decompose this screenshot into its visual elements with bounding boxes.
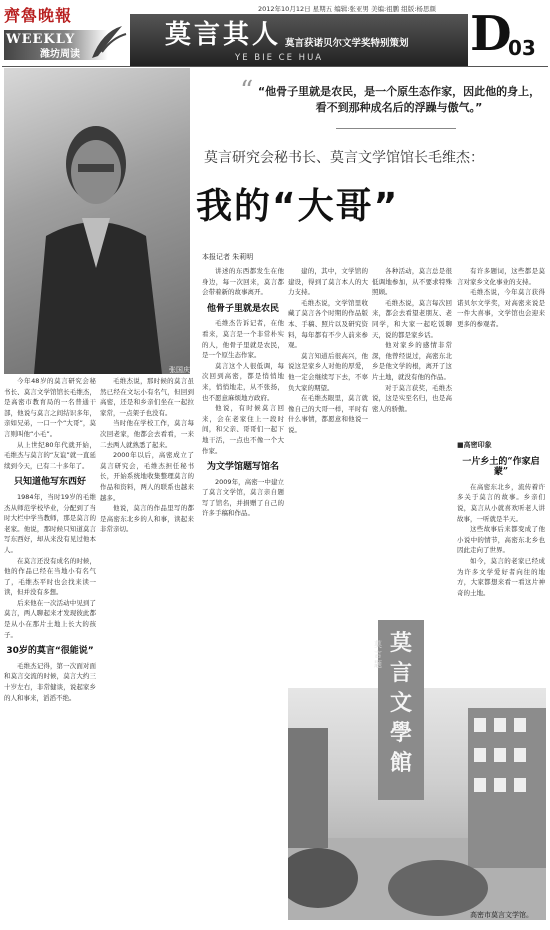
article-column-4 bbox=[288, 266, 368, 686]
paragraph: 有许多题词，这些都是莫言对家乡文化事业的支持。 bbox=[457, 267, 545, 286]
paragraph: 建的，其中，文学馆的建设，得到了莫言本人的大力支持。 bbox=[288, 267, 368, 297]
newspaper-logo-text: 齊魯晚報 bbox=[4, 6, 73, 25]
paragraph: 他对家乡的感情非常深，他曾经说过，高密东北乡是他文学的根，离开了这片土地，就没有他的作品。 bbox=[372, 341, 452, 381]
paragraph: 对于莫言获奖，毛维杰说，这是实至名归，也是高密人的骄傲。 bbox=[372, 383, 452, 413]
subheading: 为文学馆题写馆名 bbox=[206, 462, 279, 473]
section-pinyin: YE BIE CE HUA bbox=[235, 53, 324, 63]
paragraph: 毛维杰告诉记者，在他看来，莫言是一个非常朴实的人，他骨子里就是农民，是一个原生态作家。 bbox=[202, 319, 284, 360]
sidebar-tag: ■高密印象 bbox=[457, 440, 492, 449]
museum-caption: 高密市莫言文学馆。 bbox=[470, 911, 533, 919]
weekly-cn-label: 潍坊周读 bbox=[40, 49, 80, 60]
paragraph: 毛维杰说，今年莫言获得诺贝尔文学奖，对高密来说是一件大喜事，文学馆也会迎来更多的参观者。 bbox=[457, 288, 545, 328]
paragraph: 莫言这个人很低调，每次回到高密，都是悄悄地来，悄悄地走，从不张扬，也不愿意麻烦地方政府。 bbox=[202, 361, 284, 402]
article-column-6 bbox=[457, 266, 545, 406]
article-column-2 bbox=[100, 376, 194, 920]
section-title: 莫言其人 bbox=[165, 20, 282, 50]
paragraph: 在毛维杰眼里，莫言就像自己的大哥一样，平时有什么事情，都愿意和他说一说。 bbox=[288, 394, 368, 434]
paragraph: 毛维杰说，那时候的莫言虽然已经在文坛小有名气，但回到高密，还是和乡亲们坐在一起拉家常，一点架子也没有。 bbox=[100, 377, 194, 417]
header-rule bbox=[2, 66, 548, 67]
date-line: 2012年10月12日 星期五 编辑:张亚男 美编:祖鹏 组版:杨思颜 bbox=[258, 5, 436, 13]
section-subtitle: 莫言获诺贝尔文学奖特别策划 bbox=[285, 38, 409, 49]
paragraph: 他说，莫言的作品里写的都是高密东北乡的人和事，读起来非常亲切。 bbox=[100, 504, 194, 534]
paragraph: 他说，有时候莫言回来，会在老家住上一段时间，和父亲、哥哥们一起下地干活，一点也不像一个大作家。 bbox=[202, 404, 284, 455]
article-headline: 我的“大哥” bbox=[196, 186, 400, 227]
paragraph: 这些故事后来都变成了他小说中的情节，高密东北乡也因此走向了世界。 bbox=[457, 525, 545, 555]
subheading: 30岁的莫言“很能说” bbox=[6, 646, 94, 657]
paragraph: 毛维杰记得，第一次面对面和莫言交流的时候，莫言大约三十岁左右，非常健谈，说起家乡的人和事来，滔滔不绝。 bbox=[4, 661, 96, 702]
paragraph: 当时他在学校工作，莫言每次回老家，他都会去看看，一来二去两人就熟悉了起来。 bbox=[100, 419, 194, 449]
quote-mark-icon: “ bbox=[240, 76, 254, 106]
article-column-3 bbox=[202, 266, 284, 696]
page-letter: D bbox=[470, 6, 512, 62]
subheading: 只知道他写东西好 bbox=[13, 477, 86, 488]
paragraph: 2000年以后，高密成立了莫言研究会，毛维杰担任秘书长，开始系统地收集整理莫言的作品和资料，两人的联系也越来越多。 bbox=[100, 451, 194, 502]
article-subtitle: 莫言研究会秘书长、莫言文学馆馆长毛维杰： bbox=[204, 150, 484, 166]
weekly-label: WEEKLY bbox=[6, 32, 76, 47]
byline: 本报记者 朱莉明 bbox=[202, 253, 254, 261]
paragraph: 1984年，当时19岁的毛维杰从师范学校毕业，分配到了当时大栏中学当教师，那是莫言的老家。他说，那时候只知道莫言写东西好，却从来没有见过他本人。 bbox=[4, 492, 96, 554]
paragraph: 各种活动，莫言总是很低调地参加，从不要求特殊照顾。 bbox=[372, 267, 452, 297]
sidebar-title: 一片乡土的“作家启蒙” bbox=[462, 456, 540, 478]
paragraph: 讲述的东西都发生在他身边，每一次回来，莫言都会带着新的故事离开。 bbox=[202, 267, 284, 297]
portrait-photo bbox=[4, 68, 190, 374]
decorative-brush-icon bbox=[88, 22, 128, 62]
museum-sign-text: 莫言文學館 bbox=[389, 630, 412, 776]
paragraph: 从上世纪80年代就开始，毛维杰与莫言的“友谊”就一直延续到今天，已有二十多年了。 bbox=[4, 440, 96, 470]
paragraph: 在高密东北乡，流传着许多关于莫言的故事。乡亲们说，莫言从小就喜欢听老人讲故事，一听就是半天。 bbox=[457, 482, 545, 523]
quote-divider bbox=[336, 128, 456, 129]
photo-credit: 张国庆 bbox=[169, 366, 190, 374]
pull-quote: “他骨子里就是农民，是一个原生态作家，因此他的身上，看不到那种成名后的浮躁与傲气。” bbox=[257, 85, 541, 114]
subheading: 他骨子里就是农民 bbox=[206, 303, 279, 314]
paragraph: 2009年，高密一中建立了莫言文学馆，莫言亲自题写了馆名，并捐赠了自己的许多手稿和作品。 bbox=[202, 477, 284, 518]
article-column-1 bbox=[4, 376, 96, 920]
paragraph: 毛维杰说，文学馆里收藏了莫言各个时期的作品版本、手稿、照片以及研究资料，每年都有不少人前来参观。 bbox=[288, 298, 368, 350]
paragraph: 后来他在一次活动中见到了莫言，两人聊起来才发现彼此都是从小在那片土地上长大的孩子。 bbox=[4, 598, 96, 639]
portrait-figure bbox=[4, 68, 190, 374]
paragraph: 莫言知道后很高兴，他说这是家乡人对他的厚爱，他一定会继续写下去，不辜负大家的期望。 bbox=[288, 351, 368, 392]
page-number: 03 bbox=[508, 36, 536, 60]
paragraph: 今年48岁的莫言研究会秘书长、莫言文学馆馆长毛维杰，是高密市教育局的一名普通干部，他说与莫言之间结识多年，亲如兄弟，一口一个“大哥”，莫言则叫他“小毛”。 bbox=[4, 377, 96, 438]
paragraph: 毛维杰说，莫言每次回来，都会去看望老朋友、老同学，和大家一起吃饭聊天，说的都是家乡话。 bbox=[372, 298, 452, 339]
paragraph: 在莫言还没有成名的时候，他的作品已经在当地小有名气了，毛维杰平时也会找来读一读，但并没有多想。 bbox=[4, 556, 96, 597]
paragraph: 如今，莫言的老家已经成为许多文学爱好者向往的地方，大家都想来看一看这片神奇的土地。 bbox=[457, 556, 545, 597]
museum-sign-inscription: 莫言题 bbox=[374, 640, 382, 669]
